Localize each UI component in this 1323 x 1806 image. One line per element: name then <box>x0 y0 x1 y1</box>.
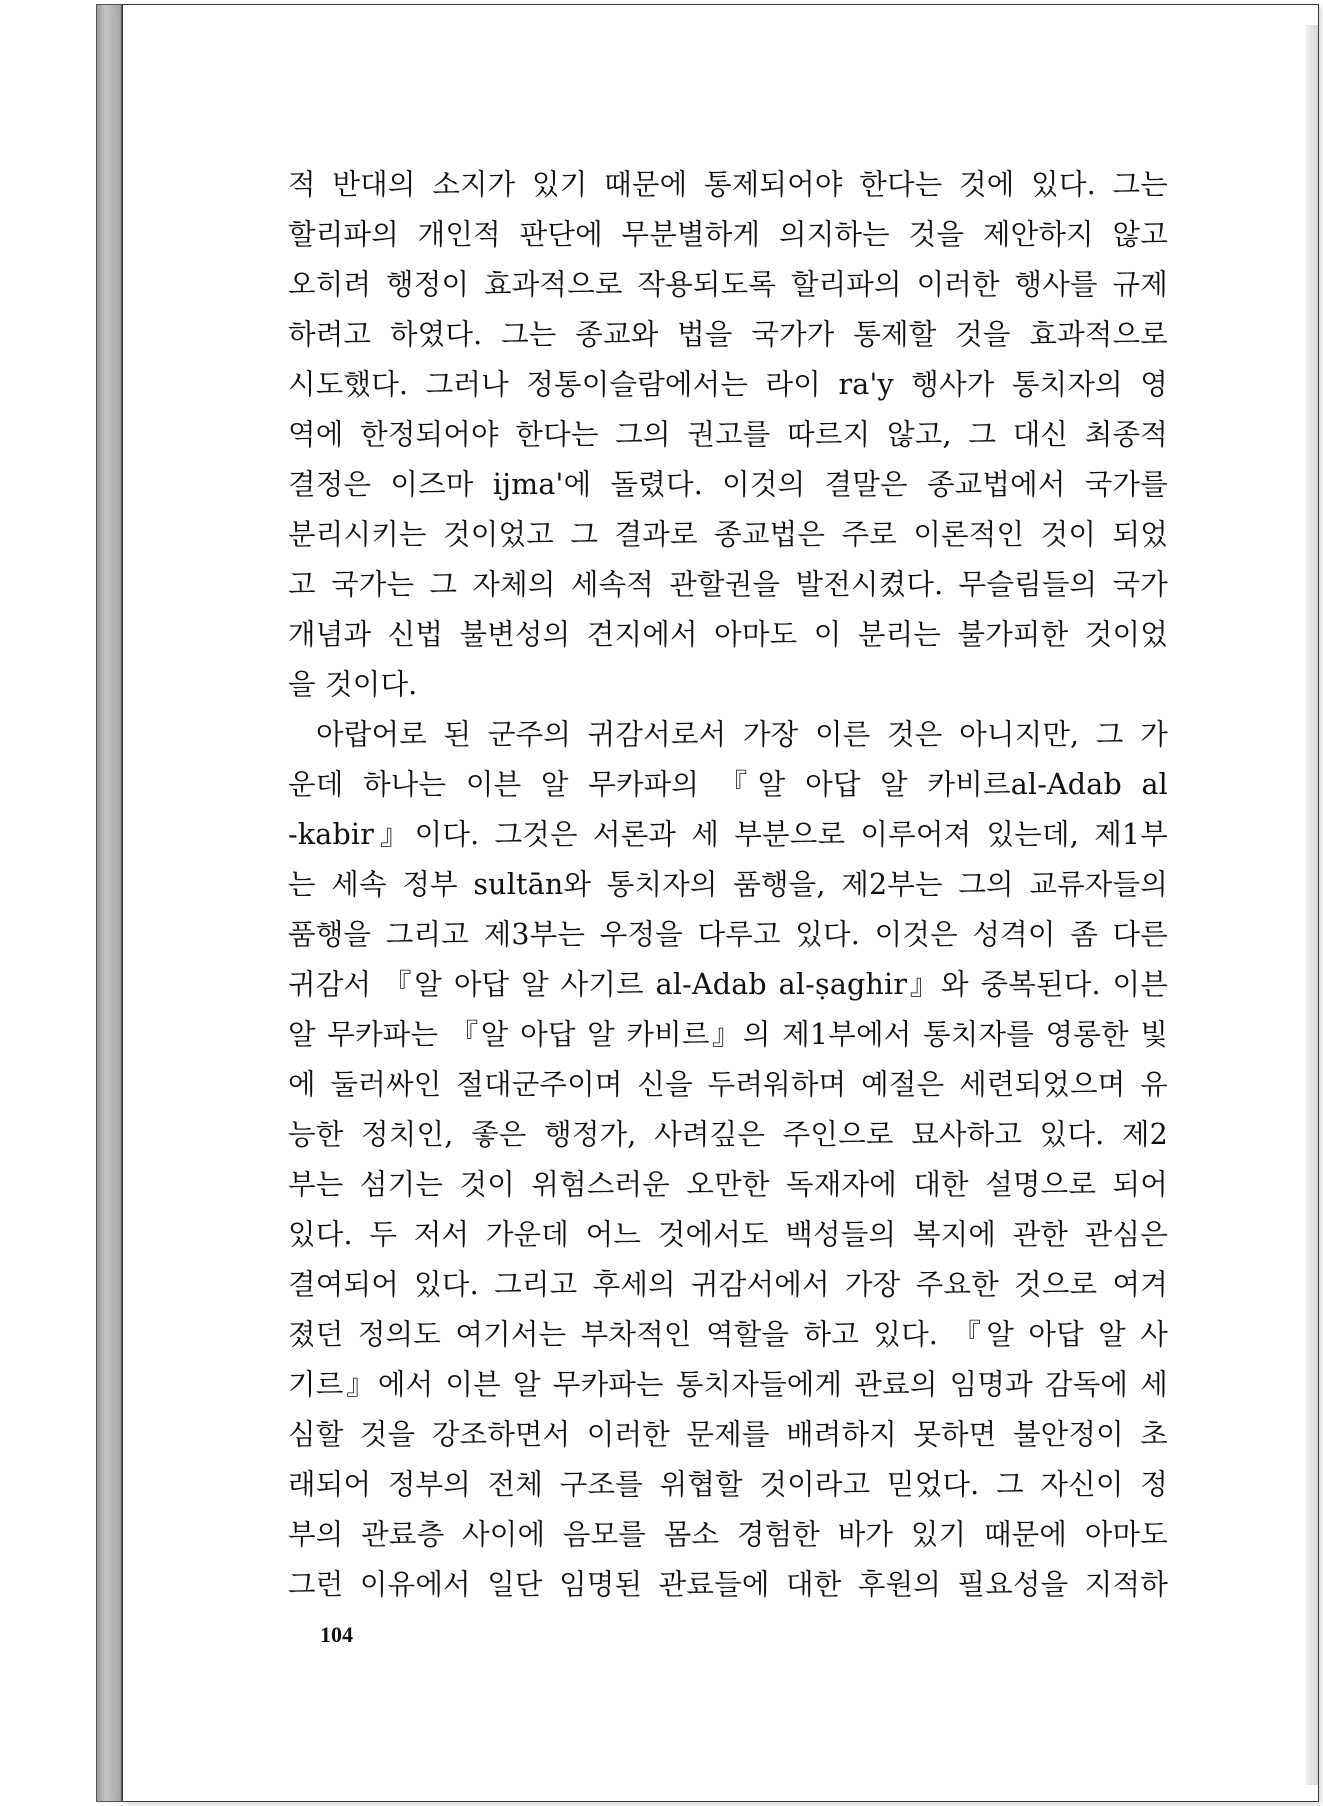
text-line: 운데 하나는 이븐 알 무카파의 『알 아답 알 카비르al-Adab al <box>288 768 1168 801</box>
text-line: 적 반대의 소지가 있기 때문에 통제되어야 한다는 것에 있다. 그는 <box>288 168 1168 201</box>
text-line: 시도했다. 그러나 정통이슬람에서는 라이 ra'y 행사가 통치자의 영 <box>288 368 1168 401</box>
text-line: 품행을 그리고 제3부는 우정을 다루고 있다. 이것은 성격이 좀 다른 <box>288 918 1168 951</box>
text-line: 부의 관료층 사이에 음모를 몸소 경험한 바가 있기 때문에 아마도 <box>288 1518 1168 1551</box>
text-line: 개념과 신법 불변성의 견지에서 아마도 이 분리는 불가피한 것이었 <box>288 618 1168 651</box>
book-spine <box>96 4 122 1802</box>
text-line: 고 국가는 그 자체의 세속적 관할권을 발전시켰다. 무슬림들의 국가 <box>288 568 1168 601</box>
text-line: 귀감서 『알 아답 알 사기르 al-Adab al-ṣaghir』와 중복된다. 이븐 <box>288 968 1168 1001</box>
text-line: 역에 한정되어야 한다는 그의 권고를 따르지 않고, 그 대신 최종적 <box>288 418 1168 451</box>
text-line: 하려고 하였다. 그는 종교와 법을 국가가 통제할 것을 효과적으로 <box>288 318 1168 351</box>
page-edge-shadow <box>1306 25 1318 1785</box>
text-line: 있다. 두 저서 가운데 어느 것에서도 백성들의 복지에 관한 관심은 <box>288 1218 1168 1251</box>
text-line: 할리파의 개인적 판단에 무분별하게 의지하는 것을 제안하지 않고 <box>288 218 1168 251</box>
text-line: 알 무카파는 『알 아답 알 카비르』의 제1부에서 통치자를 영롱한 빛 <box>288 1018 1168 1051</box>
paragraph-1 <box>288 160 1168 710</box>
paragraph-2 <box>288 710 1168 1610</box>
text-line: 능한 정치인, 좋은 행정가, 사려깊은 주인으로 묘사하고 있다. 제2 <box>288 1118 1168 1151</box>
text-line: 분리시키는 것이었고 그 결과로 종교법은 주로 이론적인 것이 되었 <box>288 518 1168 551</box>
text-line: 심할 것을 강조하면서 이러한 문제를 배려하지 못하면 불안정이 초 <box>288 1418 1168 1451</box>
text-line: 기르』에서 이븐 알 무카파는 통치자들에게 관료의 임명과 감독에 세 <box>288 1368 1168 1401</box>
text-line: 을 것이다. <box>288 668 418 701</box>
text-line: 부는 섬기는 것이 위험스러운 오만한 독재자에 대한 설명으로 되어 <box>288 1168 1168 1201</box>
text-line: 오히려 행정이 효과적으로 작용되도록 할리파의 이러한 행사를 규제 <box>288 268 1168 301</box>
text-line: -kabir』이다. 그것은 서론과 세 부분으로 이루어져 있는데, 제1부 <box>288 818 1168 851</box>
text-line: 는 세속 정부 sultān와 통치자의 품행을, 제2부는 그의 교류자들의 <box>288 868 1168 901</box>
page-number: 104 <box>320 1622 353 1647</box>
text-line: 결여되어 있다. 그리고 후세의 귀감서에서 가장 주요한 것으로 여겨 <box>288 1268 1168 1301</box>
text-line: 아랍어로 된 군주의 귀감서로서 가장 이른 것은 아니지만, 그 가 <box>316 718 1168 751</box>
text-line: 졌던 정의도 여기서는 부차적인 역할을 하고 있다. 『알 아답 알 사 <box>288 1318 1168 1351</box>
text-line: 에 둘러싸인 절대군주이며 신을 두려워하며 예절은 세련되었으며 유 <box>288 1068 1168 1101</box>
text-line: 결정은 이즈마 ijma'에 돌렸다. 이것의 결말은 종교법에서 국가를 <box>288 468 1168 501</box>
page-text <box>288 160 1168 1610</box>
text-line: 그런 이유에서 일단 임명된 관료들에 대한 후원의 필요성을 지적하 <box>288 1568 1168 1601</box>
text-line: 래되어 정부의 전체 구조를 위협할 것이라고 믿었다. 그 자신이 정 <box>288 1468 1168 1501</box>
